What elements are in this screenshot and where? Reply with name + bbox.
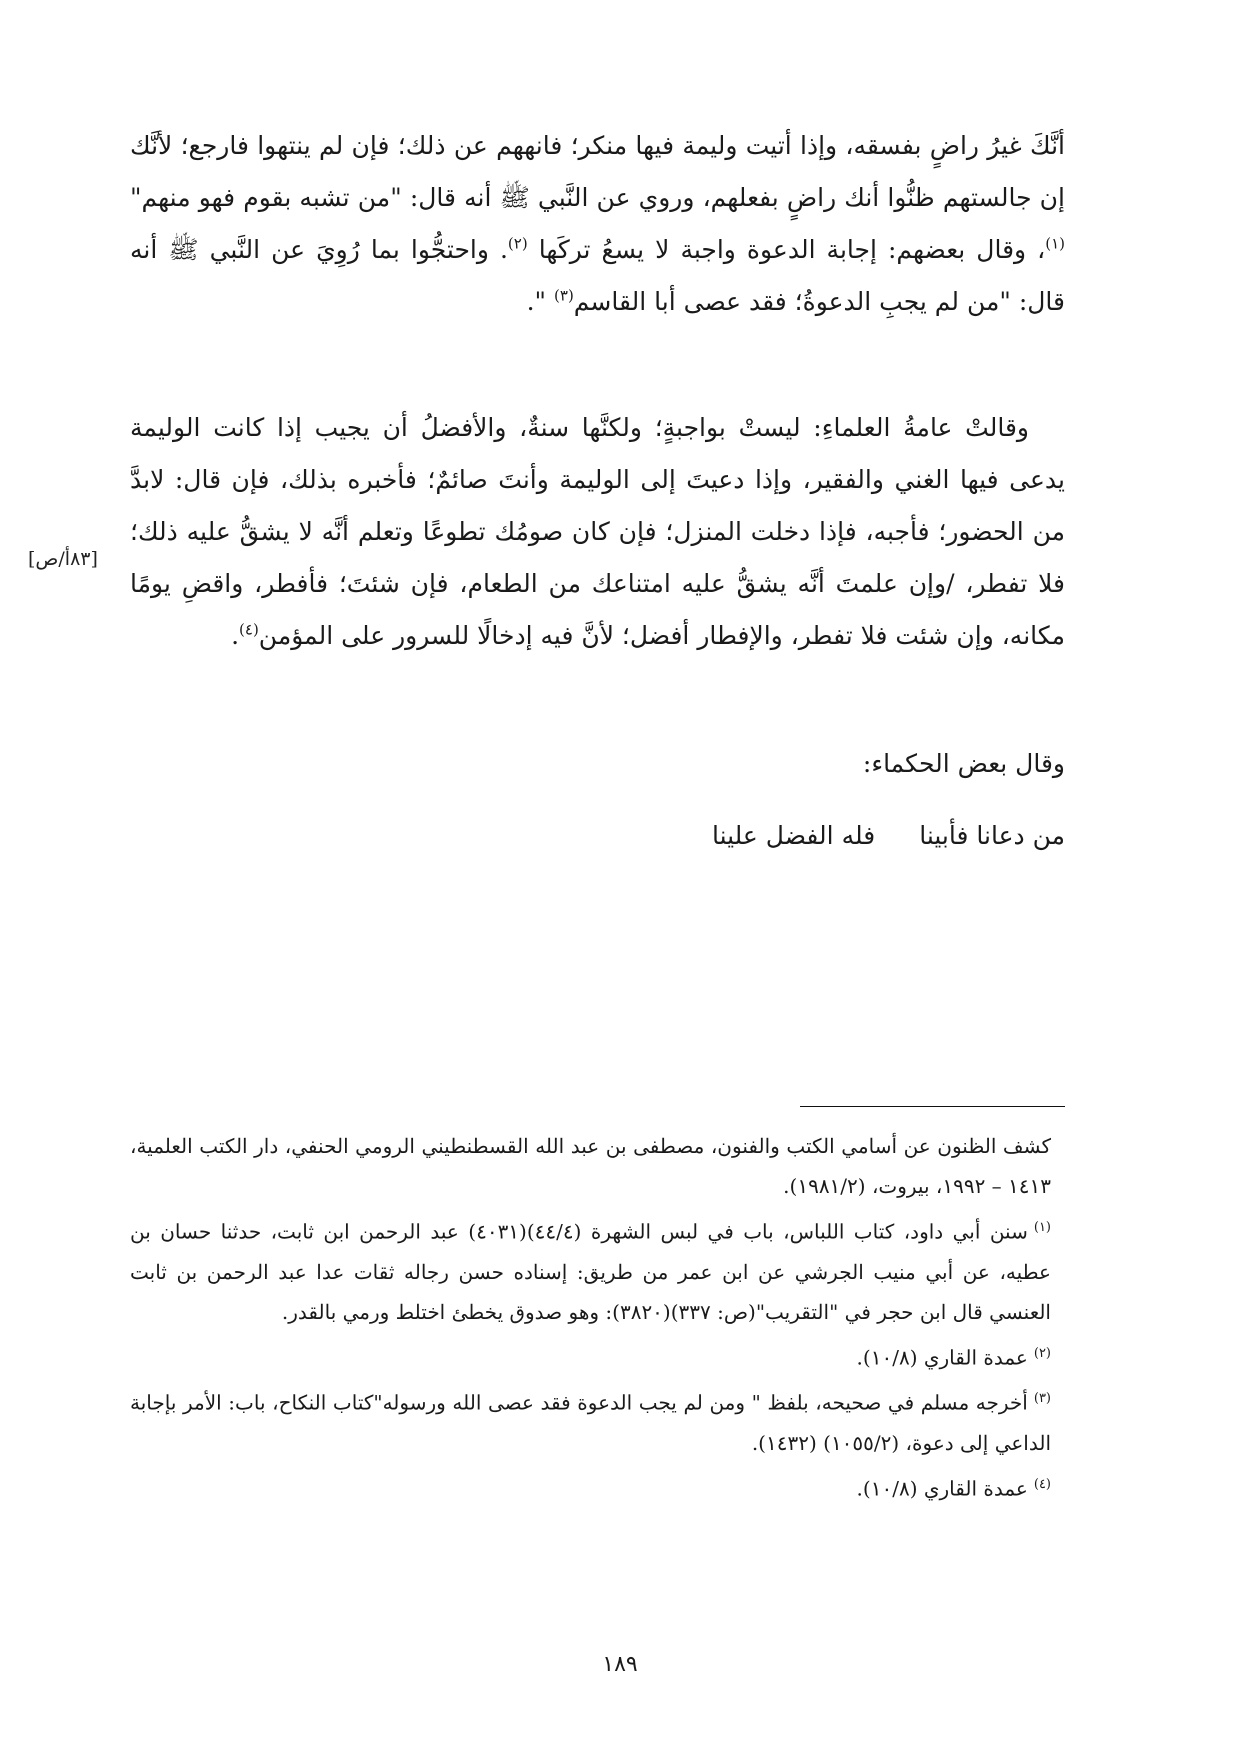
footnote-3 bbox=[130, 1379, 1065, 1463]
footnote-2 bbox=[130, 1334, 1065, 1378]
paragraph-1-text-d: ". bbox=[526, 287, 555, 316]
paragraph-2 bbox=[130, 402, 1065, 662]
poetry-verse bbox=[130, 810, 1101, 862]
verse-hemistich-2: فله الفضل علينا bbox=[711, 821, 876, 850]
paragraph-1-text-b: ، وقال بعضهم: إجابة الدعوة واجبة لا يسعُ تركَها bbox=[527, 235, 1046, 264]
footnote-4 bbox=[130, 1465, 1065, 1509]
paragraph-2-end: . bbox=[231, 621, 240, 650]
footnote-ref-1[interactable]: (١) bbox=[1045, 234, 1065, 253]
footnote-3-mark: (٣) bbox=[1033, 1391, 1051, 1407]
footnote-ref-2[interactable]: (٢) bbox=[507, 234, 528, 253]
footnote-separator bbox=[800, 1106, 1065, 1107]
footnote-1-text: سنن أبي داود، كتاب اللباس، باب في لبس الشهرة (٤٤/٤)(٤٠٣١) عبد الرحمن ابن ثابت، حدثنا حسان بن عطيه، عن أبي منيب الجرشي عن ابن عمر من طريق: إسناده حسن رجاله ثقات عدا عبد الرحمن بن ثابت العنسي قال ابن حجر في "التقريب"(ص: ٣٣٧)(٣٨٢٠): وهو صدوق يخطئ اختلط ورمي بالقدر. bbox=[130, 1219, 1051, 1324]
page-number: ١٨٩ bbox=[602, 1652, 638, 1677]
footnotes-section bbox=[130, 1126, 1065, 1511]
verse-intro: وقال بعض الحكماء: bbox=[862, 749, 1065, 778]
footnote-1-mark: (١) bbox=[1033, 1220, 1051, 1235]
footnote-carryover: كشف الظنون عن أسامي الكتب والفنون، مصطفى بن عبد الله القسطنطيني الرومي الحنفي، دار الكتب العلمية، ١٤١٣ – ١٩٩٢، بيروت، (١٩٨١/٢). bbox=[130, 1134, 1051, 1198]
footnote-3-text: أخرجه مسلم في صحيحه، بلفظ " ومن لم يجب الدعوة فقد عصى الله ورسوله"كتاب النكاح، باب: الأمر بإجابة الداعي إلى دعوة، (١٠٥٥/٢) (١٤٣٢). bbox=[130, 1390, 1051, 1455]
verse-hemistich-1: من دعانا فأبينا bbox=[919, 821, 1065, 850]
footnote-2-mark: (٢) bbox=[1033, 1345, 1051, 1361]
footnote-4-text: عمدة القاري (١٠/٨). bbox=[856, 1476, 1028, 1501]
paragraph-2-text: وقالتْ عامةُ العلماءِ: ليستْ بواجبةٍ؛ ولكنَّها سنةٌ، والأفضلُ أن يجيب إذا كانت الوليمة يدعى فيها الغني والفقير، وإذا دعيتَ إلى الوليمة وأنتَ صائمٌ؛ فأخبره بذلك، فإن قال: لابدَّ من الحضور؛ فأجبه، فإذا دخلت المنزل؛ فإن كان صومُك تطوعًا وتعلم أنَّه لا يشقُّ عليه ذلك؛ فلا تفطر، /وإن علمتَ أنَّه يشقُّ عليه امتناعك من الطعام، فإن شئتَ؛ فأفطر، واقضِ يومًا مكانه، وإن شئت فلا تفطر، والإفطار أفضل؛ لأنَّ فيه إدخالًا للسرور على المؤمن bbox=[130, 413, 1065, 650]
footnote-1 bbox=[130, 1208, 1065, 1332]
manuscript-folio-note: [٨٣أ/ص] bbox=[28, 548, 98, 570]
footnote-ref-3[interactable]: (٣) bbox=[554, 286, 574, 305]
footnote-2-text: عمدة القاري (١٠/٨). bbox=[856, 1345, 1028, 1370]
paragraph-1-text-c: . واحتجُّوا بما رُوِيَ عن النَّبي ﷺ أنه قال: "من لم يجبِ الدعوةُ؛ فقد عصى أبا القاسم bbox=[130, 235, 1065, 316]
footnote-ref-4[interactable]: (٤) bbox=[239, 620, 259, 639]
footnote-4-mark: (٤) bbox=[1033, 1476, 1051, 1492]
paragraph-1-text: أنَّكَ غيرُ راضٍ بفسقه، وإذا أتيت وليمة فيها منكر؛ فانههم عن ذلك؛ فإن لم ينتهوا فارجع؛ لأنَّك إن جالستهم ظنُّوا أنك راضٍ بفعلهم، وروي عن النَّبي ﷺ أنه قال: "من تشبه بقوم فهو منهم" bbox=[130, 131, 1065, 212]
paragraph-1 bbox=[130, 120, 1065, 328]
